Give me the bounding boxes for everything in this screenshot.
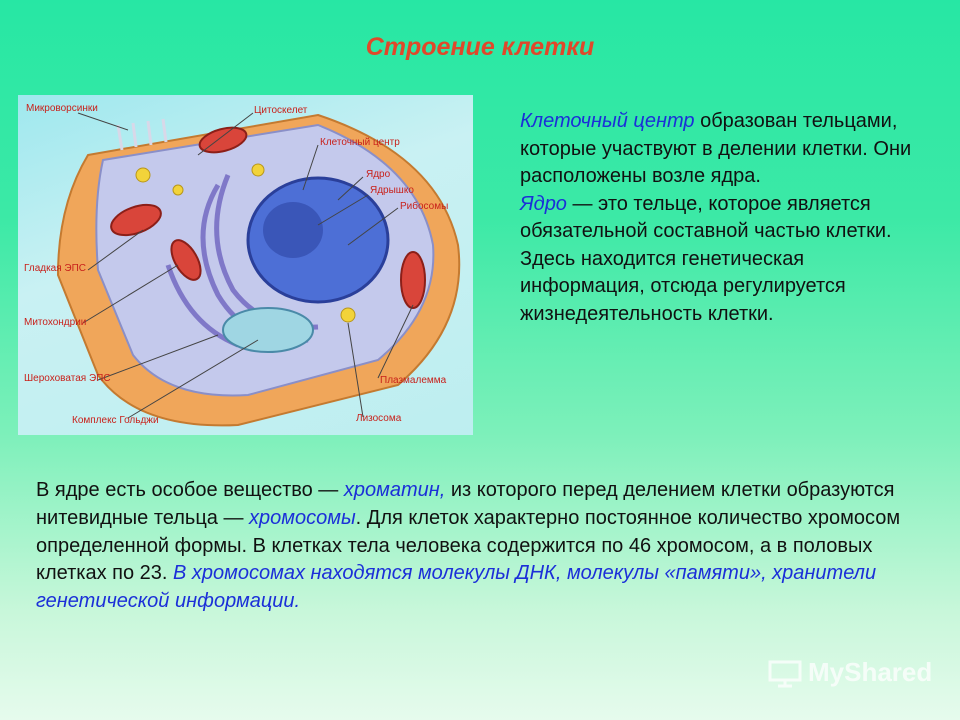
watermark (768, 657, 932, 688)
page-title: Строение клетки (365, 33, 595, 61)
term-nucleus: Ядро (520, 192, 567, 215)
bottom-text-part1: В ядре есть особое вещество — (36, 479, 344, 501)
chromosome-description (36, 477, 936, 616)
watermark-text: MyShared (808, 657, 933, 687)
label-nucleus: Ядро (366, 169, 391, 180)
term-chromosomes: хромосомы (249, 506, 356, 529)
bottom-text-part2: из которого перед делением клетки образуются нитевидные тельца — (36, 479, 895, 529)
golgi-complex (223, 308, 313, 352)
label-cell-center: Клеточный центр (320, 137, 400, 148)
cell-center-description (520, 108, 930, 328)
nucleolus (263, 202, 323, 258)
label-plasmalemma: Плазмалемма (380, 375, 447, 386)
label-golgi: Комплекс Гольджи (72, 415, 159, 426)
label-nucleolus: Ядрышко (370, 185, 414, 196)
label-lysosome: Лизосома (356, 413, 402, 424)
term-chromatin: хроматин, (343, 479, 446, 501)
term-cell-center: Клеточный центр (520, 110, 695, 132)
side-text-part2: — это тельце, которое является обязательной составной частью клетки. Здесь находится генетическая информация, отсюда регулируется жизнедеятельность клетки. (520, 192, 892, 325)
label-smooth-er: Гладкая ЭПС (24, 263, 87, 274)
label-mitochondria: Митохондрии (24, 317, 87, 328)
label-rough-er: Шероховатая ЭПС (24, 373, 111, 384)
presentation-icon (768, 658, 802, 688)
label-cytoskeleton: Цитоскелет (254, 105, 308, 116)
term-dna: В хромосомах находятся молекулы ДНК, молекулы «памяти», хранители генетической информации. (36, 562, 877, 613)
label-microvilli: Микроворсинки (26, 103, 98, 114)
bottom-text-part3: . Для клеток характерно постоянное количество хромосом определенной формы. В клетках тела человека содержится по 46 хромосом, а в половых клетках по 23. (36, 506, 901, 585)
side-text-part1: образован тельцами, которые участвуют в делении клетки. Они расположены возле ядра. (520, 110, 912, 187)
cell-diagram (18, 95, 473, 435)
label-ribosomes: Рибосомы (400, 201, 449, 212)
